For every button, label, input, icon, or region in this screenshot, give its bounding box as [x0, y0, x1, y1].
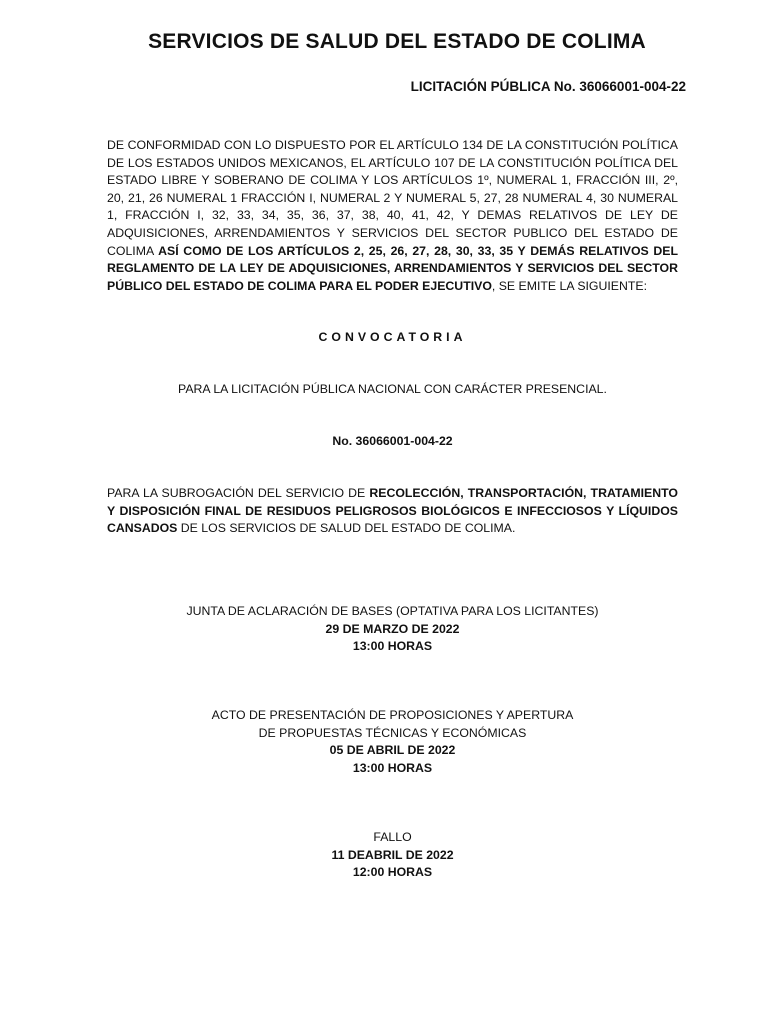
acto-date: 05 DE ABRIL DE 2022 — [329, 743, 456, 758]
junta-aclaracion-block — [107, 603, 678, 656]
subrogation-service-text: RECOLECCIÓN, TRANSPORTACIÓN, TRATAMIENTO Y DISPOSICIÓN FINAL DE RESIDUOS PELIGROSOS BIOLÓGICOS E INFECCIOSOS Y LÍQUIDOS CANSADOS — [107, 486, 678, 536]
junta-time: 13:00 HORAS — [352, 639, 433, 654]
convocatoria-heading: CONVOCATORIA — [318, 330, 467, 344]
fallo-date: 11 DEABRIL DE 2022 — [331, 847, 454, 862]
subrogation-closing-text: DE LOS SERVICIOS DE SALUD DEL ESTADO DE COLIMA. — [177, 521, 516, 536]
subrogation-paragraph — [107, 485, 678, 538]
licitacion-type-line: PARA LA LICITACIÓN PÚBLICA NACIONAL CON CARÁCTER PRESENCIAL. — [178, 382, 607, 396]
legal-basis-paragraph — [107, 137, 678, 295]
legal-basis-text: DE CONFORMIDAD CON LO DISPUESTO POR EL ARTÍCULO 134 DE LA CONSTITUCIÓN POLÍTICA DE LOS ESTADOS UNIDOS MEXICANOS, EL ARTÍCULO 107 DE LA CONSTITUCIÓN POLÍTICA DEL ESTADO LIBRE Y SOBERANO DE COLIMA Y LOS ARTÍCULOS 1º, NUMERAL 1, FRACCIÓN III, 2º, 20, 21, 26 NUMERAL 1 FRACCIÓN I, NUMERAL 2 Y NUMERAL 5, 27, 28 NUMERAL 4, 30 NUMERAL 1, FRACCIÓN I, 32, 33, 34, 35, 36, 37, 38, 40, 41, 42, Y DEMAS RELATIVOS DE LEY DE ADQUISICIONES, ARRENDAMIENTOS Y SERVICIOS DEL SECTOR PUBLICO DEL ESTADO DE COLIMA — [107, 138, 678, 258]
legal-basis-closing-text: , SE EMITE LA SIGUIENTE: — [491, 278, 648, 293]
acto-time: 13:00 HORAS — [352, 760, 433, 775]
licitacion-number: No. 36066001-004-22 — [332, 434, 453, 448]
acto-title-line1: ACTO DE PRESENTACIÓN DE PROPOSICIONES Y APERTURA — [211, 708, 574, 722]
fallo-block — [107, 829, 678, 882]
fallo-time: 12:00 HORAS — [352, 865, 433, 880]
junta-title: JUNTA DE ACLARACIÓN DE BASES (OPTATIVA PARA LOS LICITANTES) — [186, 604, 599, 618]
fallo-title: FALLO — [373, 830, 412, 844]
subrogation-intro-text: PARA LA SUBROGACIÓN DEL SERVICIO DE — [107, 486, 370, 500]
acto-presentacion-block — [107, 707, 678, 777]
licitacion-number-heading: LICITACIÓN PÚBLICA No. 36066001-004-22 — [410, 79, 686, 94]
junta-date: 29 DE MARZO DE 2022 — [325, 621, 460, 636]
acto-title-line2: DE PROPUESTAS TÉCNICAS Y ECONÓMICAS — [258, 725, 527, 740]
legal-basis-bold-text: ASÍ COMO DE LOS ARTÍCULOS 2, 25, 26, 27, 28, 30, 33, 35 Y DEMÁS RELATIVOS DEL REGLAMENTO DE LA LEY DE ADQUISICIONES, ARRENDAMIENTOS Y SERVICIOS DEL SECTOR PÚBLICO DEL ESTADO DE COLIMA PARA EL PODER EJECUTIVO — [107, 243, 678, 293]
document-title: SERVICIOS DE SALUD DEL ESTADO DE COLIMA — [148, 30, 646, 53]
